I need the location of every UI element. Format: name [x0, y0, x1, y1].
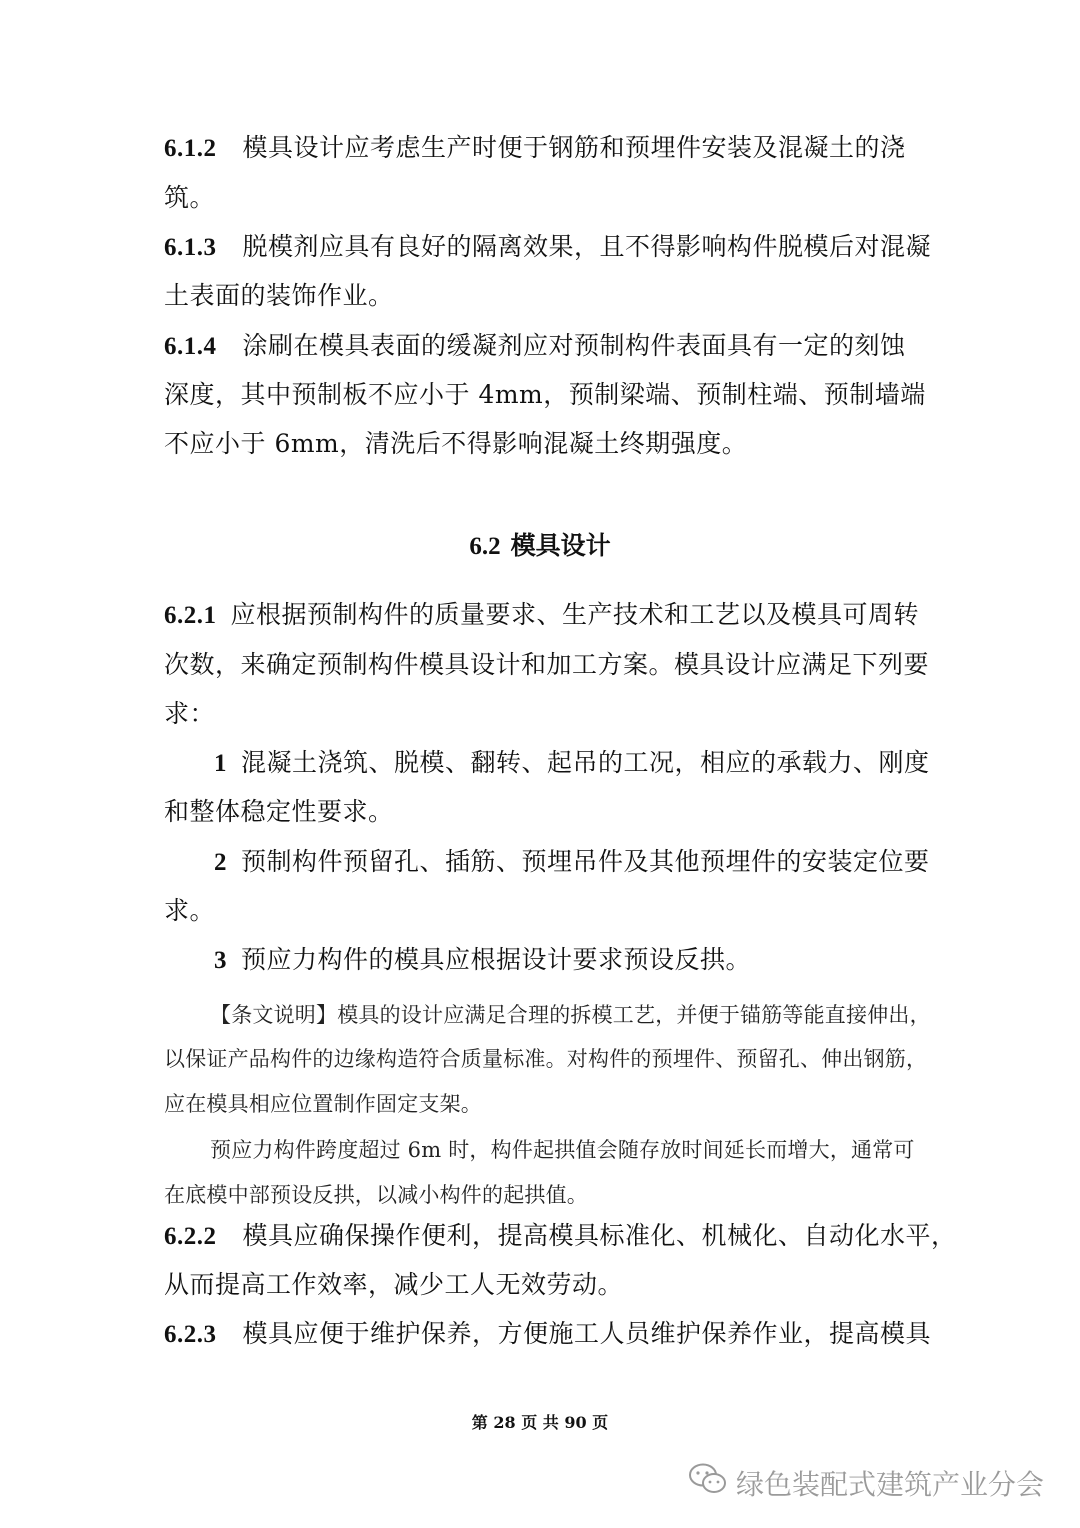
- clause-6-1-4-line-2: 深度，其中预制板不应小于 4mm，预制梁端、预制柱端、预制墙端: [164, 380, 926, 409]
- watermark: [688, 1462, 1044, 1503]
- clause-6-1-3-line-2: 土表面的装饰作业。: [164, 281, 394, 310]
- list-item-1-line-2: 和整体稳定性要求。: [164, 797, 394, 826]
- list-item-2-line-1: 2 预制构件预留孔、插筋、预埋吊件及其他预埋件的安装定位要: [214, 847, 930, 876]
- wechat-icon: [688, 1462, 736, 1503]
- clause-number: 6.2.1: [164, 602, 217, 629]
- list-item-2-line-2: 求。: [164, 896, 216, 925]
- item-number: 1: [214, 750, 227, 777]
- clause-number: 6.1.3: [164, 234, 217, 261]
- watermark-text: 绿色装配式建筑产业分会: [735, 1467, 1044, 1501]
- clause-6-2-1-line-1: 6.2.1 应根据预制构件的质量要求、生产技术和工艺以及模具可周转: [164, 600, 920, 629]
- note-line-1: 【条文说明】模具的设计应满足合理的拆模工艺，并便于锚筋等能直接伸出，: [210, 1003, 931, 1027]
- clause-6-2-3-line-1: 6.2.3 模具应便于维护保养，方便施工人员维护保养作业，提高模具: [164, 1319, 932, 1348]
- item-number: 3: [214, 947, 227, 974]
- item-number: 2: [214, 849, 227, 876]
- clause-6-1-4-line-3: 不应小于 6mm，清洗后不得影响混凝土终期强度。: [164, 429, 748, 458]
- clause-6-2-2-line-1: 6.2.2 模具应确保操作便利，提高模具标准化、机械化、自动化水平，: [164, 1221, 957, 1250]
- list-item-3-line-1: 3 预应力构件的模具应根据设计要求预设反拱。: [214, 945, 752, 974]
- clause-6-2-1-line-2: 次数，来确定预制构件模具设计和加工方案。模具设计应满足下列要: [164, 650, 930, 679]
- note-line-4: 预应力构件跨度超过 6m 时，构件起拱值会随存放时间延长而增大，通常可: [210, 1138, 915, 1162]
- note-line-5: 在底模中部预设反拱，以减小构件的起拱值。: [164, 1183, 588, 1207]
- note-line-3: 应在模具相应位置制作固定支架。: [164, 1092, 482, 1116]
- list-item-1-line-1: 1 混凝土浇筑、脱模、翻转、起吊的工况，相应的承载力、刚度: [214, 748, 930, 777]
- page-number: 第 28 页 共 90 页: [471, 1413, 609, 1432]
- clause-6-1-2-line-1: 6.1.2 模具设计应考虑生产时便于钢筋和预埋件安装及混凝土的浇: [164, 133, 906, 162]
- clause-6-1-3-line-1: 6.1.3 脱模剂应具有良好的隔离效果，且不得影响构件脱模后对混凝: [164, 232, 932, 261]
- clause-6-2-1-line-3: 求：: [164, 699, 216, 728]
- clause-number: 6.1.2: [164, 135, 217, 162]
- clause-6-1-2-line-2: 筑。: [164, 183, 216, 212]
- note-line-2: 以保证产品构件的边缘构造符合质量标准。对构件的预埋件、预留孔、伸出钢筋，: [164, 1047, 928, 1071]
- section-heading: 6.2 模具设计: [469, 531, 611, 560]
- clause-number: 6.2.2: [164, 1223, 217, 1250]
- clause-6-2-2-line-2: 从而提高工作效率，减少工人无效劳动。: [164, 1270, 624, 1299]
- clause-number: 6.2.3: [164, 1321, 217, 1348]
- clause-6-1-4-line-1: 6.1.4 涂刷在模具表面的缓凝剂应对预制构件表面具有一定的刻蚀: [164, 331, 906, 360]
- clause-number: 6.1.4: [164, 333, 217, 360]
